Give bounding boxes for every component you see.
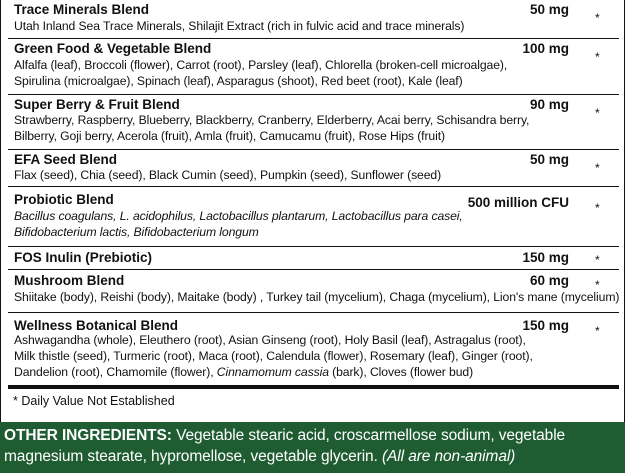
blend-row-super-berry [8, 95, 619, 150]
blend-amount: 50 mg [529, 2, 569, 17]
blend-ingredients: Shiitake (body), Reishi (body), Maitake (body) , Turkey tail (mycelium), Chaga (mycelium), Lion's mane (mycelium) [14, 290, 620, 304]
daily-value-marker: * [595, 161, 600, 175]
blend-ingredients: Utah Inland Sea Trace Minerals, Shilajit Extract (rich in fulvic acid and trace minerals) [14, 19, 465, 33]
blend-row-trace-minerals [8, 0, 619, 39]
blend-amount: 100 mg [522, 41, 569, 56]
blend-name: Wellness Botanical Blend [14, 318, 179, 333]
blend-ingredients-line-1: Ashwagandha (whole), Eleuthero (root), Asian Ginseng (root), Holy Basil (leaf), Astragalus (root), [14, 333, 526, 347]
blend-ingredients-line-1: Strawberry, Raspberry, Blueberry, Blackberry, Cranberry, Elderberry, Acai berry, Schisandra berry, [14, 113, 530, 127]
blend-ingredients-line-1 [14, 209, 463, 225]
blend-ingredients-line-2 [14, 225, 259, 241]
blend-amount: 60 mg [529, 273, 569, 288]
daily-value-marker: * [595, 50, 600, 64]
blend-ingredients-line-1: Alfalfa (leaf), Broccoli (flower), Carrot (root), Parsley (leaf), Chlorella (broken-cell microalgae), [14, 58, 508, 72]
blend-ingredients-line-2: Spirulina (microalgae), Spinach (leaf), Asparagus (shoot), Red beet (root), Kale (leaf) [14, 74, 463, 88]
blend-ingredients: Flax (seed), Chia (seed), Black Cumin (seed), Pumpkin (seed), Sunflower (seed) [14, 168, 442, 182]
other-ingredients-bar [0, 422, 625, 473]
blend-row-mushroom [8, 270, 619, 313]
blend-amount: 150 mg [522, 250, 569, 265]
blend-row-probiotic [8, 187, 619, 247]
daily-value-marker: * [595, 106, 600, 120]
blend-name: Mushroom Blend [14, 273, 125, 288]
daily-value-marker: * [595, 324, 600, 338]
daily-value-footnote: * Daily Value Not Established [13, 394, 175, 408]
other-ingredients-text: Vegetable stearic acid, croscarmellose sodium, vegetable magnesium stearate, hypromellose, vegetable glycerin. [4, 427, 566, 465]
blend-name: Super Berry & Fruit Blend [14, 97, 180, 112]
probiotic-strains: Bacillus coagulans, L. acidophilus, Lactobacillus plantarum, Lactobacillus para casei, [14, 209, 463, 223]
other-ingredients-label: OTHER INGREDIENTS: [4, 427, 172, 444]
probiotic-strains: Bifidobacterium lactis, Bifidobacterium longum [14, 225, 259, 239]
blend-name: FOS Inulin (Prebiotic) [14, 250, 152, 265]
non-animal-note: (All are non-animal) [382, 448, 516, 465]
daily-value-marker: * [595, 11, 600, 25]
daily-value-marker: * [595, 278, 600, 292]
ingredient-italic: Cinnamomum cassia [216, 365, 329, 379]
daily-value-marker: * [595, 201, 600, 215]
blend-amount: 50 mg [529, 152, 569, 167]
blend-row-green-food [8, 39, 619, 95]
table-bottom-rule [8, 385, 619, 389]
blend-name: Green Food & Vegetable Blend [14, 41, 212, 56]
blend-amount: 500 million CFU [467, 195, 569, 210]
blend-name: Probiotic Blend [14, 192, 114, 207]
blend-row-fos-inulin [8, 247, 619, 270]
blend-row-efa-seed [8, 150, 619, 187]
blend-ingredients-line-3 [14, 365, 473, 381]
blend-amount: 90 mg [529, 97, 569, 112]
blend-ingredients-line-2: Bilberry, Goji berry, Acerola (fruit), Amla (fruit), Camucamu (fruit), Rose Hips (fruit) [14, 129, 445, 143]
blend-name: Trace Minerals Blend [14, 2, 150, 17]
blend-row-wellness-botanical [8, 313, 619, 382]
blend-name: EFA Seed Blend [14, 152, 118, 167]
blend-amount: 150 mg [522, 318, 569, 333]
blend-ingredients-line-2: Milk thistle (seed), Turmeric (root), Maca (root), Calendula (flower), Rosemary (leaf), Ginger (root), [14, 349, 533, 363]
ingredients-text: Dandelion (root), Chamomile (flower), [14, 365, 217, 379]
daily-value-marker: * [595, 253, 600, 267]
ingredients-text: (bark), Cloves (flower bud) [328, 365, 474, 379]
